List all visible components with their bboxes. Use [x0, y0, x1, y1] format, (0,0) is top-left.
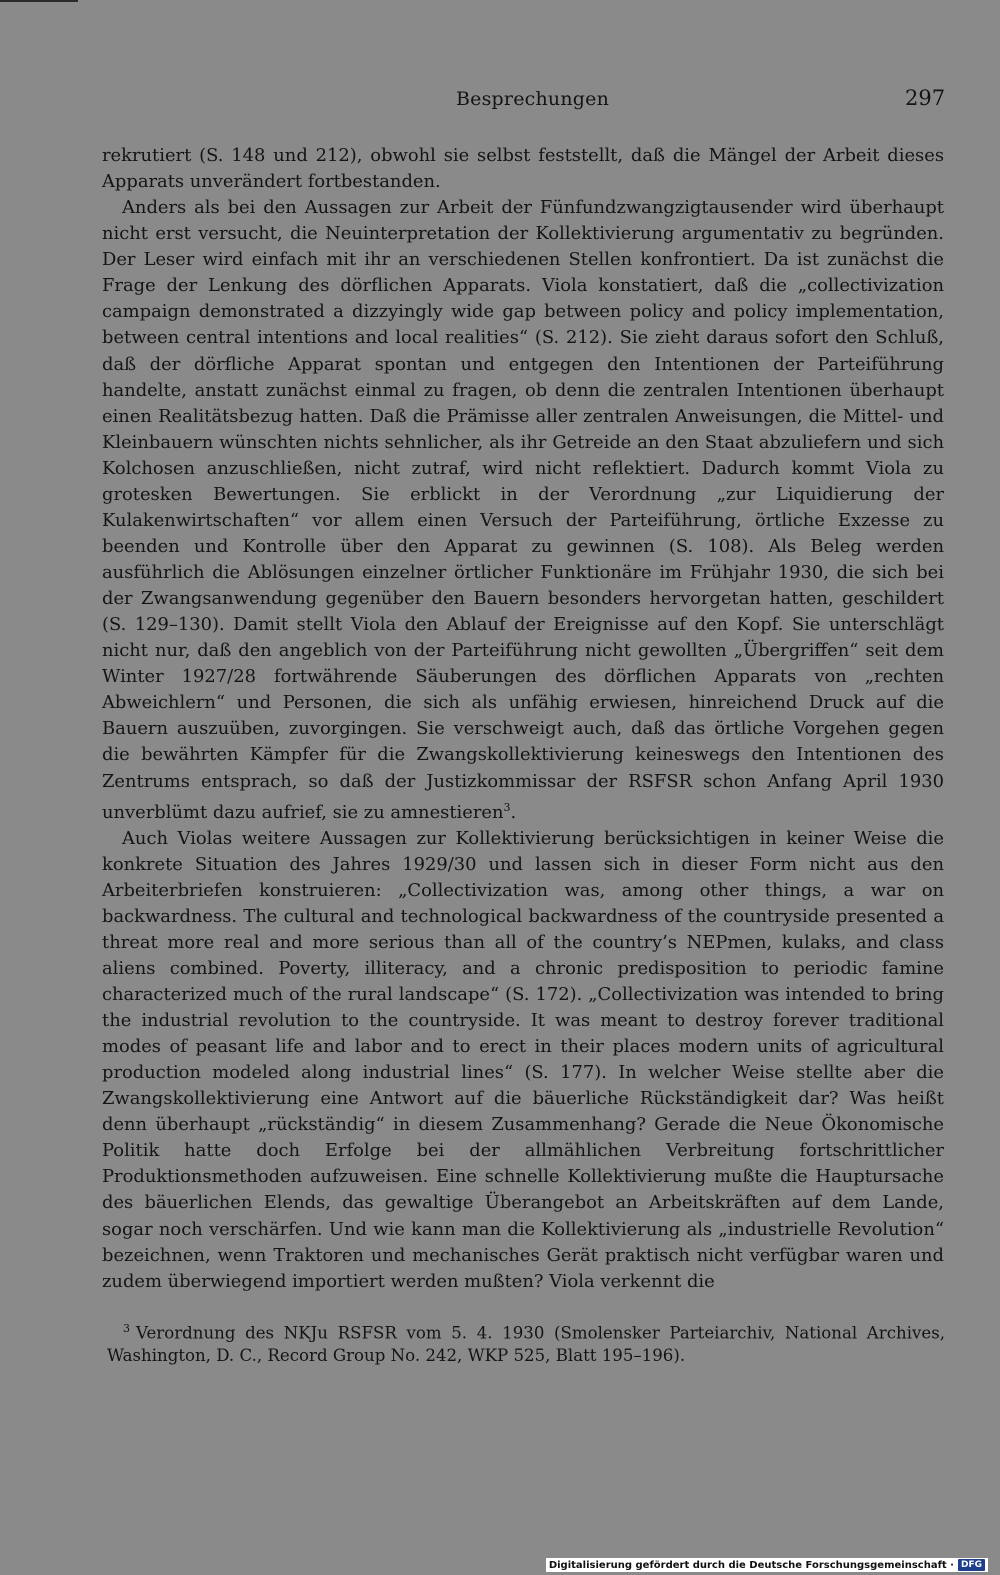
page-number: 297 [905, 86, 946, 110]
paragraph-end: . [510, 801, 517, 823]
paragraph: Auch Violas weitere Aussagen zur Kollektivierung berücksichtigen in keiner Weise die konkrete Situation des Jahres 1929/30 und lassen sich in dieser Form nicht aus den Arbeiterbriefen konstruieren: „Collectivization was, among other things, a war on backwardness. The cultural and technological backwardness of the countryside presented a threat more real and more serious than all of the country’s NEPmen, kulaks, and class aliens combined. Poverty, illiteracy, and a chronic predisposition to periodic famine characterized much of the rural landscape“ (S. 172). „Collectivization was intended to bring the industrial revolution to the countryside. It was meant to destroy forever traditional modes of peasant life and labor and to erect in their places modern units of agricultural production modeled along industrial lines“ (S. 177). In welcher Weise stellte aber die Zwangskollektivierung eine Antwort auf die bäuerliche Rückständigkeit dar? Was heißt denn überhaupt „rückständig“ in diesem Zusammenhang? Gerade die Neue Ökonomische Politik hatte doch Erfolge bei der allmählichen Verbreitung fortschrittlicher Produktionsmethoden aufzuweisen. Eine schnelle Kollektivierung mußte die Hauptursache des bäuerlichen Elends, das gewaltige Überangebot an Arbeitskräften auf dem Lande, sogar noch verschärfen. Und wie kann man die Kollektivierung als „industrielle Revolution“ bezeichnen, wenn Traktoren und mechanisches Gerät praktisch nicht verfügbar waren und zudem überwiegend importiert werden mußten? Viola verkennt die [102, 827, 944, 1292]
running-head: Besprechungen [456, 88, 610, 110]
paragraph-text: Anders als bei den Aussagen zur Arbeit der Fünfundzwangzigtausender wird überhaupt nicht erst versucht, die Neuinterpretation der Kollektivierung argumentativ zu begründen. Der Leser wird einfach mit ihr an verschiedenen Stellen konfrontiert. Da ist zunächst die Frage der Lenkung des dörflichen Apparats. Viola konstatiert, daß die „collectivization campaign demonstrated a dizzyingly wide gap between policy and policy implementation, between central intentions and local realities“ (S. 212). Sie zieht daraus sofort den Schluß, daß der dörfliche Apparat spontan und entgegen den Intentionen der Parteiführung handelte, anstatt zunächst einmal zu fragen, ob denn die zentralen Intentionen überhaupt einen Realitätsbezug hatten. Daß die Prämisse aller zentralen Anweisungen, die Mittel- und Kleinbauern wünschten nichts sehnlicher, als ihr Getreide an den Staat abzuliefern und sich Kolchosen anzuschließen, nicht zutraf, wird nicht reflektiert. Dadurch kommt Viola zu grotesken Bewertungen. Sie erblickt in der Verordnung „zur Liquidierung der Kulakenwirtschaften“ vor allem einen Versuch der Parteiführung, örtliche Exzesse zu beenden und Kontrolle über den Apparat zu gewinnen (S. 108). Als Beleg werden ausführlich die Ablösungen einzelner örtlicher Funktionäre im Frühjahr 1930, die sich bei der Zwangsanwendung gegenüber den Bauern besonders hervorgetan hatten, geschildert (S. 129–130). Damit stellt Viola den Ablauf der Ereignisse auf den Kopf. Sie unterschlägt nicht nur, daß den angeblich von der Parteiführung nicht gewollten „Übergriffen“ seit dem Winter 1927/28 fortwährende Säuberungen des dörflichen Apparats von „rechten Abweichlern“ und Personen, die sich als unfähig erwiesen, hinreichend Druck auf die Bauern auszuüben, zuvorgingen. Sie verschweigt auch, daß das örtliche Vorgehen gegen die bewährten Kämpfer für die Zwangskollektivierung keineswegs den Intentionen des Zentrums entsprach, so daß der Justizkommissar der RSFSR schon Anfang April 1930 unverblümt dazu aufrief, sie zu amnestieren [102, 197, 944, 823]
dfg-logo-icon: DFG [958, 1559, 985, 1571]
credit-text: Digitalisierung gefördert durch die Deutsche Forschungsgemeinschaft · [548, 1559, 954, 1571]
footnote [107, 1318, 945, 1367]
footnote-ref[interactable]: 3 [503, 800, 511, 814]
body-text [102, 143, 944, 1295]
paragraph: rekrutiert (S. 148 und 212), obwohl sie selbst feststellt, daß die Mängel der Arbeit dieses Apparats unverändert fortbestanden. [102, 145, 944, 193]
footnote-number: 3 [123, 1322, 130, 1335]
paragraph [102, 195, 944, 825]
digitization-credit [546, 1558, 988, 1572]
footnote-text: Verordnung des NKJu RSFSR vom 5. 4. 1930 (Smolensker Parteiarchiv, National Archives, Washington, D. C., Record Group No. 242, WKP 525, Blatt 195–196). [107, 1323, 945, 1365]
top-rule [0, 0, 78, 2]
